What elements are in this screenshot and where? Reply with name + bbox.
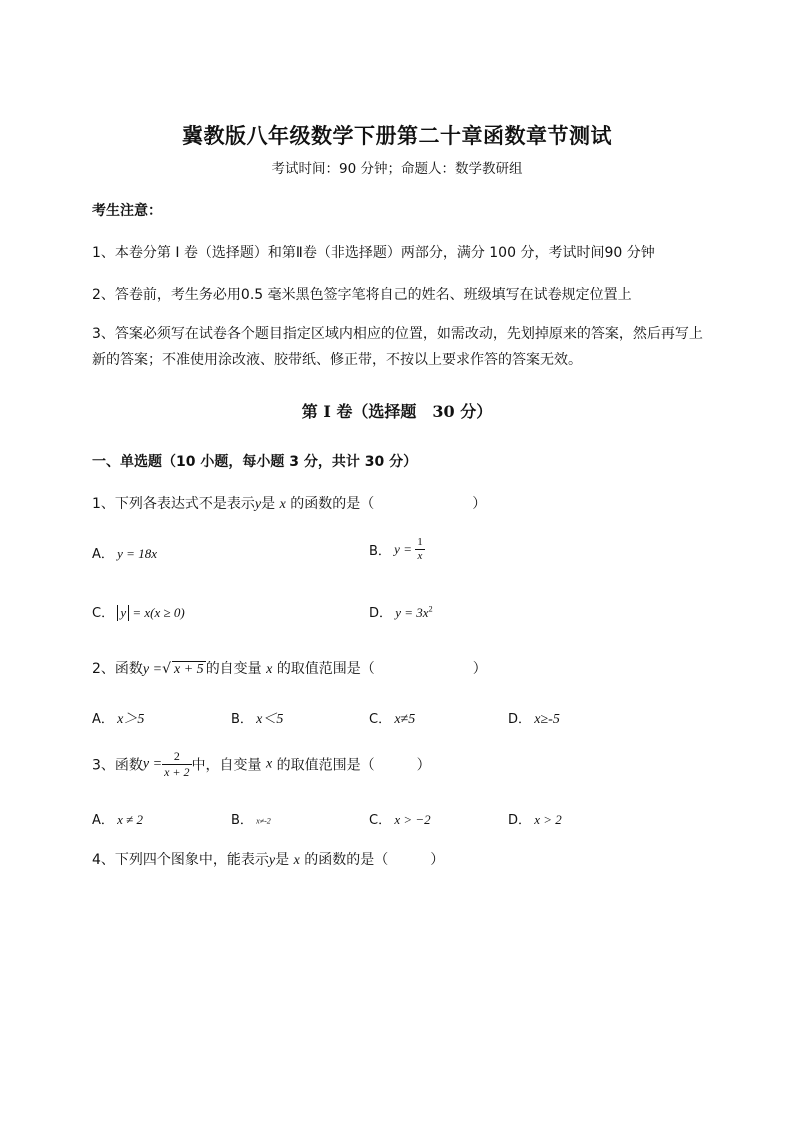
notice-item-2: 2、答卷前，考生务必用0.5 毫米黑色签字笔将自己的姓名、班级填写在试卷规定位置上 — [92, 287, 632, 303]
q1-option-d[interactable] — [369, 602, 433, 621]
q4-stem-suffix: 的函数的是（ ） — [304, 852, 445, 868]
question-4-stem — [92, 849, 444, 869]
q1-option-b-pre: y = — [394, 541, 412, 557]
q3-option-a-text: x ≠ 2 — [117, 812, 144, 827]
q2-option-a-label: A． — [92, 712, 114, 727]
q1-stem-prefix: 1、下列各表达式不是表示 — [92, 496, 255, 512]
q2-stem-mid: 的自变量 — [205, 661, 262, 677]
q3-option-c-text: x > −2 — [394, 812, 431, 827]
notice-item-1: 1、本卷分第 I 卷（选择题）和第Ⅱ卷（非选择题）两部分，满分 100 分，考试时间90 分钟 — [92, 245, 655, 261]
q2-option-b[interactable] — [231, 708, 283, 728]
q2-option-c-text: x≠5 — [394, 712, 416, 727]
q3-option-a[interactable] — [92, 809, 143, 828]
q2-sqrt-body: x + 5 — [174, 662, 204, 677]
q1-option-a[interactable] — [92, 543, 157, 562]
page-title: 冀教版八年级数学下册第二十章函数章节测试 — [182, 123, 612, 148]
q3-option-b-text: x≠-2 — [256, 816, 271, 826]
q1-option-b-num: 1 — [417, 536, 423, 548]
q3-option-b-label: B． — [231, 813, 253, 828]
q3-fraction — [162, 749, 191, 780]
section-title: 第 I 卷（选择题 30 分） — [301, 402, 493, 421]
q1-option-c[interactable] — [92, 602, 185, 621]
question-2-stem — [92, 658, 487, 678]
q3-option-d-label: D． — [508, 813, 532, 828]
q3-func: y = — [142, 756, 163, 772]
q3-option-d-text: x > 2 — [534, 812, 562, 827]
q1-option-b-fraction — [415, 536, 425, 563]
q2-func: y = — [142, 662, 163, 677]
q3-option-a-label: A． — [92, 813, 114, 828]
q3-var-x: x — [265, 756, 273, 772]
q1-var-y: y — [254, 497, 262, 512]
q1-option-d-text: y = 3x — [395, 605, 429, 620]
q1-option-c-label: C． — [92, 606, 115, 621]
question-3-stem — [92, 749, 431, 780]
q2-option-a[interactable] — [92, 708, 144, 728]
q1-option-b[interactable] — [369, 536, 425, 563]
q2-option-a-text: x＞5 — [117, 712, 145, 727]
q1-option-a-label: A． — [92, 547, 114, 562]
question-1-stem — [92, 493, 486, 513]
q1-option-c-rest: = x(x ≥ 0) — [132, 605, 185, 620]
q1-option-b-den: x — [417, 550, 423, 562]
q3-option-c-label: C． — [369, 813, 392, 828]
q3-fraction-den: x + 2 — [164, 765, 190, 779]
q3-option-c[interactable] — [369, 809, 431, 828]
q3-stem-suffix: 的取值范围是（ ） — [276, 757, 431, 774]
q2-option-d-label: D． — [508, 712, 532, 727]
notice-heading: 考生注意： — [92, 203, 162, 219]
q2-option-b-label: B． — [231, 712, 253, 727]
q4-stem-prefix: 4、下列四个图象中，能表示 — [92, 852, 269, 868]
q1-option-c-abs: y — [117, 605, 129, 621]
q2-option-b-text: x＜5 — [256, 712, 284, 727]
q3-option-b[interactable] — [231, 809, 271, 828]
q2-stem-prefix: 2、函数 — [92, 661, 143, 677]
q2-sqrt-sign: √ — [162, 661, 172, 677]
q3-stem-mid: 中，自变量 — [191, 757, 262, 774]
notice-item-3: 3、答案必须写在试卷各个题目指定区域内相应的位置，如需改动，先划掉原来的答案，然后再写上新的答案；不准使用涂改液、胶带纸、修正带，不按以上要求作答的答案无效。 — [92, 326, 703, 368]
q2-option-d[interactable] — [508, 708, 560, 728]
q1-option-b-label: B． — [369, 544, 391, 559]
part-title: 一、单选题（10 小题，每小题 3 分，共计 30 分） — [92, 454, 418, 470]
q4-stem-mid: 是 — [275, 852, 290, 868]
q2-var-x: x — [266, 662, 273, 677]
q2-option-c[interactable] — [369, 708, 415, 728]
q1-var-x: x — [279, 497, 286, 512]
q1-option-d-sup: 2 — [428, 604, 433, 614]
q4-var-y: y — [268, 853, 276, 868]
q1-stem-mid: 是 — [261, 496, 276, 512]
q2-stem-suffix: 的取值范围是（ ） — [276, 661, 487, 677]
q2-option-c-label: C． — [369, 712, 392, 727]
q3-stem-prefix: 3、函数 — [92, 757, 143, 774]
q4-var-x: x — [293, 853, 300, 868]
q1-option-a-text: y = 18x — [117, 546, 157, 561]
q1-option-d-label: D． — [369, 606, 393, 621]
q3-fraction-num: 2 — [162, 749, 191, 765]
q3-option-d[interactable] — [508, 809, 562, 828]
q1-stem-suffix: 的函数的是（ ） — [290, 496, 487, 512]
q2-option-d-text: x≥-5 — [534, 712, 560, 727]
exam-info: 考试时间：90 分钟；命题人：数学教研组 — [271, 161, 523, 177]
